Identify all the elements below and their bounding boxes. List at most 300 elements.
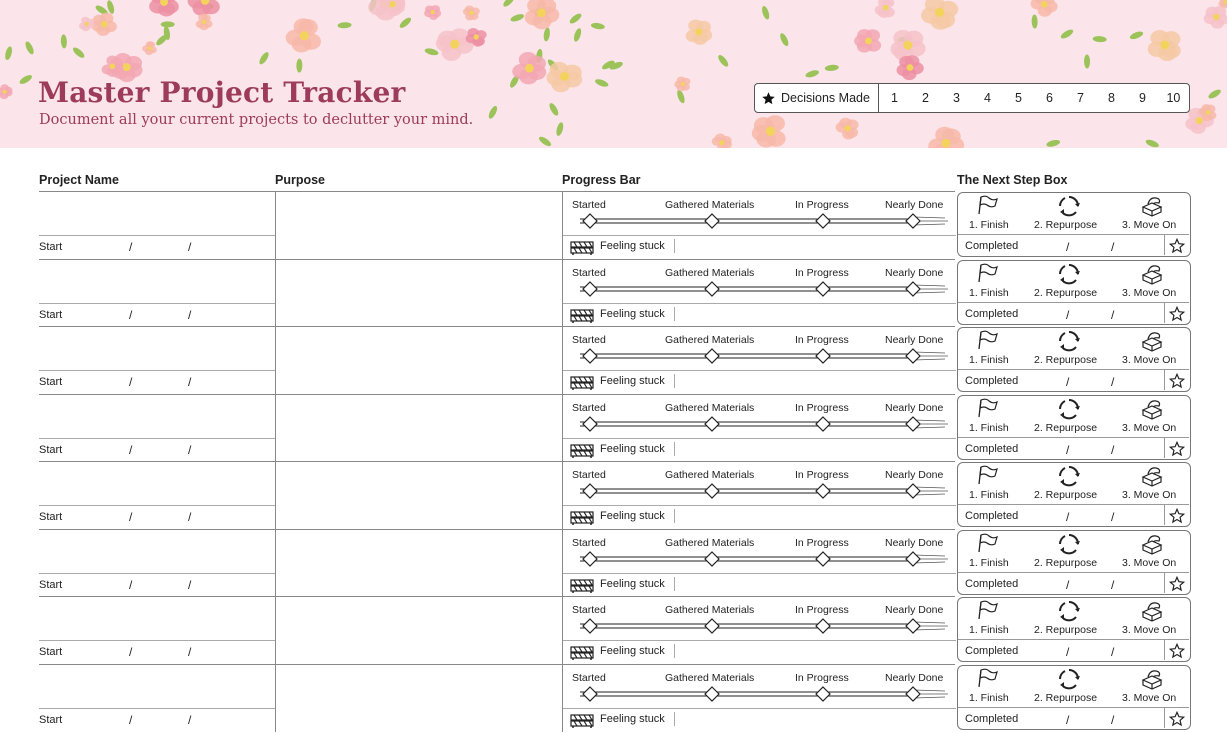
date-separator: / xyxy=(1111,240,1114,254)
donate-box-icon[interactable] xyxy=(1140,600,1164,627)
progress-track xyxy=(570,483,950,499)
donate-box-icon[interactable] xyxy=(1140,533,1164,560)
date-separator: / xyxy=(129,578,132,592)
next-step-option[interactable]: 2. Repurpose xyxy=(1034,624,1097,636)
next-step-option[interactable]: 1. Finish xyxy=(969,489,1009,501)
progress-stage-label: Nearly Done xyxy=(885,537,943,549)
feeling-stuck-label: Feeling stuck xyxy=(600,375,665,387)
progress-stage-label: Nearly Done xyxy=(885,199,943,211)
next-step-option[interactable]: 2. Repurpose xyxy=(1034,287,1097,299)
date-separator: / xyxy=(1111,375,1114,389)
stuck-divider xyxy=(674,712,675,726)
leaf-decoration xyxy=(71,46,86,60)
next-step-option[interactable]: 3. Move On xyxy=(1122,692,1176,704)
next-step-option[interactable]: 2. Repurpose xyxy=(1034,692,1097,704)
recycle-icon[interactable] xyxy=(1058,263,1080,290)
progress-marker-diamond[interactable] xyxy=(905,483,921,499)
leaf-decoration xyxy=(543,27,551,42)
column-divider xyxy=(562,596,563,664)
flower-decoration xyxy=(875,0,895,18)
progress-marker-diamond[interactable] xyxy=(815,348,831,364)
date-separator: / xyxy=(188,443,191,457)
column-divider xyxy=(562,394,563,462)
completed-divider xyxy=(1164,504,1165,525)
leaf-decoration xyxy=(548,102,560,117)
flag-icon[interactable] xyxy=(975,330,999,355)
purpose-field[interactable] xyxy=(276,665,562,731)
progress-stage-label: Nearly Done xyxy=(885,469,943,481)
progress-stage-label: In Progress xyxy=(795,672,849,684)
date-separator: / xyxy=(188,578,191,592)
flower-decoration xyxy=(546,62,582,92)
decision-number[interactable]: 2 xyxy=(910,91,941,105)
flag-icon[interactable] xyxy=(975,195,999,220)
progress-marker-diamond[interactable] xyxy=(905,213,921,229)
decision-number[interactable]: 8 xyxy=(1096,91,1127,105)
progress-marker-diamond[interactable] xyxy=(582,483,598,499)
next-step-option[interactable]: 1. Finish xyxy=(969,557,1009,569)
flower-decoration xyxy=(424,5,441,20)
page-subtitle: Document all your current projects to declutter your mind. xyxy=(39,112,473,128)
progress-divider xyxy=(563,708,956,709)
next-step-option[interactable]: 3. Move On xyxy=(1122,287,1176,299)
leaf-decoration xyxy=(573,27,583,42)
recycle-icon[interactable] xyxy=(1058,465,1080,492)
decision-number[interactable]: 5 xyxy=(1003,91,1034,105)
flower-decoration xyxy=(686,20,713,45)
date-separator: / xyxy=(1111,443,1114,457)
decision-number[interactable]: 6 xyxy=(1034,91,1065,105)
flag-icon[interactable] xyxy=(975,263,999,288)
progress-marker-diamond[interactable] xyxy=(582,281,598,297)
progress-marker-diamond[interactable] xyxy=(582,618,598,634)
purpose-field[interactable] xyxy=(276,462,562,528)
progress-stage-label: Started xyxy=(572,604,606,616)
progress-stage-label: Gathered Materials xyxy=(665,537,754,549)
leaf-decoration xyxy=(424,47,439,56)
leaf-decoration xyxy=(296,59,302,73)
completed-label: Completed xyxy=(965,510,1018,522)
next-step-option[interactable]: 2. Repurpose xyxy=(1034,354,1097,366)
barrier-icon xyxy=(570,442,594,463)
flower-decoration xyxy=(0,84,13,99)
completed-divider xyxy=(1164,572,1165,593)
feeling-stuck-label: Feeling stuck xyxy=(600,510,665,522)
progress-marker-diamond[interactable] xyxy=(704,416,720,432)
progress-marker-diamond[interactable] xyxy=(582,416,598,432)
stuck-divider xyxy=(674,239,675,253)
progress-marker-diamond[interactable] xyxy=(704,213,720,229)
date-separator: / xyxy=(129,645,132,659)
progress-track xyxy=(570,686,950,702)
progress-stage-label: In Progress xyxy=(795,402,849,414)
progress-stage-label: Nearly Done xyxy=(885,672,943,684)
project-name-field[interactable] xyxy=(39,530,275,573)
project-name-field[interactable] xyxy=(39,597,275,640)
leaf-decoration xyxy=(825,64,840,71)
date-separator: / xyxy=(1066,308,1069,322)
progress-marker-diamond[interactable] xyxy=(582,686,598,702)
purpose-field[interactable] xyxy=(276,395,562,461)
date-separator: / xyxy=(129,510,132,524)
stuck-divider xyxy=(674,644,675,658)
leaf-decoration xyxy=(18,73,33,85)
progress-divider xyxy=(563,505,956,506)
recycle-icon[interactable] xyxy=(1058,668,1080,695)
flower-decoration xyxy=(1031,0,1058,17)
star-outline-icon[interactable] xyxy=(1169,306,1185,327)
decision-number[interactable]: 9 xyxy=(1127,91,1158,105)
star-outline-icon[interactable] xyxy=(1169,238,1185,259)
barrier-icon xyxy=(570,644,594,665)
barrier-icon xyxy=(570,577,594,598)
next-step-divider xyxy=(958,302,1189,303)
progress-stage-label: In Progress xyxy=(795,469,849,481)
progress-marker-diamond[interactable] xyxy=(905,551,921,567)
recycle-icon[interactable] xyxy=(1058,533,1080,560)
leaf-decoration xyxy=(716,53,729,68)
leaf-decoration xyxy=(4,46,13,61)
stuck-divider xyxy=(674,374,675,388)
flag-icon[interactable] xyxy=(975,465,999,490)
progress-stage-label: Nearly Done xyxy=(885,334,943,346)
progress-stage-label: Started xyxy=(572,334,606,346)
flower-decoration xyxy=(712,134,732,148)
date-separator: / xyxy=(1066,375,1069,389)
completed-divider xyxy=(1164,234,1165,255)
column-divider xyxy=(562,461,563,529)
leaf-decoration xyxy=(1084,54,1090,68)
flower-decoration xyxy=(752,115,786,147)
leaf-decoration xyxy=(502,0,516,8)
stuck-divider xyxy=(674,577,675,591)
date-separator: / xyxy=(1111,645,1114,659)
progress-track xyxy=(570,416,950,432)
progress-marker-diamond[interactable] xyxy=(704,483,720,499)
project-name-divider xyxy=(39,303,275,304)
next-step-option[interactable]: 2. Repurpose xyxy=(1034,489,1097,501)
project-name-field[interactable] xyxy=(39,192,275,235)
next-step-option[interactable]: 2. Repurpose xyxy=(1034,422,1097,434)
project-name-divider xyxy=(39,573,275,574)
column-divider xyxy=(562,326,563,394)
next-step-option[interactable]: 1. Finish xyxy=(969,422,1009,434)
completed-label: Completed xyxy=(965,578,1018,590)
progress-marker-diamond[interactable] xyxy=(704,618,720,634)
progress-marker-diamond[interactable] xyxy=(905,618,921,634)
star-outline-icon[interactable] xyxy=(1169,373,1185,394)
next-step-option[interactable]: 1. Finish xyxy=(969,624,1009,636)
col-header-progress-bar: Progress Bar xyxy=(562,173,641,187)
leaf-decoration xyxy=(24,40,36,55)
donate-box-icon[interactable] xyxy=(1140,330,1164,357)
progress-marker-diamond[interactable] xyxy=(815,618,831,634)
progress-marker-diamond[interactable] xyxy=(704,281,720,297)
progress-marker-diamond[interactable] xyxy=(815,483,831,499)
next-step-option[interactable]: 2. Repurpose xyxy=(1034,557,1097,569)
purpose-field[interactable] xyxy=(276,530,562,596)
next-step-option[interactable]: 1. Finish xyxy=(969,354,1009,366)
flower-decoration xyxy=(1204,6,1227,28)
project-name-divider xyxy=(39,438,275,439)
next-step-option[interactable]: 3. Move On xyxy=(1122,489,1176,501)
start-date-label: Start xyxy=(39,579,62,591)
leaf-decoration xyxy=(761,5,771,20)
start-date-label: Start xyxy=(39,646,62,658)
decision-number[interactable]: 3 xyxy=(941,91,972,105)
date-separator: / xyxy=(1111,713,1114,727)
col-header-purpose: Purpose xyxy=(275,173,325,187)
progress-divider xyxy=(563,303,956,304)
leaf-decoration xyxy=(1093,36,1107,43)
leaf-decoration xyxy=(1145,138,1160,148)
progress-stage-label: Nearly Done xyxy=(885,604,943,616)
next-step-option[interactable]: 1. Finish xyxy=(969,692,1009,704)
leaf-decoration xyxy=(805,69,820,79)
next-step-option[interactable]: 3. Move On xyxy=(1122,557,1176,569)
start-date-label: Start xyxy=(39,511,62,523)
recycle-icon[interactable] xyxy=(1058,330,1080,357)
progress-marker-diamond[interactable] xyxy=(815,686,831,702)
project-name-field[interactable] xyxy=(39,260,275,303)
flower-decoration xyxy=(1148,30,1181,61)
flower-decoration xyxy=(142,41,157,55)
purpose-field[interactable] xyxy=(276,327,562,393)
donate-box-icon[interactable] xyxy=(1140,668,1164,695)
date-separator: / xyxy=(188,510,191,524)
flower-decoration xyxy=(897,55,924,80)
leaf-decoration xyxy=(1059,28,1074,40)
date-separator: / xyxy=(1066,713,1069,727)
purpose-field[interactable] xyxy=(276,192,562,258)
progress-marker-diamond[interactable] xyxy=(582,348,598,364)
completed-divider xyxy=(1164,369,1165,390)
date-separator: / xyxy=(188,645,191,659)
progress-marker-diamond[interactable] xyxy=(582,213,598,229)
project-name-divider xyxy=(39,708,275,709)
barrier-icon xyxy=(570,374,594,395)
progress-track xyxy=(570,551,950,567)
start-date-label: Start xyxy=(39,714,62,726)
progress-stage-label: Started xyxy=(572,402,606,414)
column-divider xyxy=(562,529,563,597)
star-outline-icon[interactable] xyxy=(1169,508,1185,529)
leaf-decoration xyxy=(161,21,175,27)
leaf-decoration xyxy=(1046,139,1061,148)
next-step-option[interactable]: 1. Finish xyxy=(969,219,1009,231)
completed-label: Completed xyxy=(965,240,1018,252)
date-separator: / xyxy=(188,240,191,254)
column-divider xyxy=(562,259,563,327)
date-separator: / xyxy=(129,443,132,457)
progress-stage-label: Gathered Materials xyxy=(665,672,754,684)
flower-decoration xyxy=(928,127,964,148)
progress-stage-label: Gathered Materials xyxy=(665,402,754,414)
project-name-divider xyxy=(39,370,275,371)
leaf-decoration xyxy=(779,32,791,47)
leaf-decoration xyxy=(555,122,564,137)
next-step-option[interactable]: 1. Finish xyxy=(969,287,1009,299)
progress-divider xyxy=(563,438,956,439)
progress-marker-diamond[interactable] xyxy=(905,281,921,297)
progress-stage-label: In Progress xyxy=(795,604,849,616)
decision-number[interactable]: 10 xyxy=(1158,91,1189,105)
start-date-label: Start xyxy=(39,444,62,456)
next-step-option[interactable]: 3. Move On xyxy=(1122,624,1176,636)
star-outline-icon[interactable] xyxy=(1169,643,1185,664)
progress-stage-label: In Progress xyxy=(795,199,849,211)
flower-decoration xyxy=(286,18,321,52)
completed-label: Completed xyxy=(965,308,1018,320)
progress-marker-diamond[interactable] xyxy=(704,686,720,702)
stuck-divider xyxy=(674,442,675,456)
donate-box-icon[interactable] xyxy=(1140,263,1164,290)
progress-marker-diamond[interactable] xyxy=(905,686,921,702)
completed-divider xyxy=(1164,639,1165,660)
progress-stage-label: Gathered Materials xyxy=(665,604,754,616)
recycle-icon[interactable] xyxy=(1058,398,1080,425)
progress-marker-diamond[interactable] xyxy=(905,348,921,364)
feeling-stuck-label: Feeling stuck xyxy=(600,713,665,725)
progress-marker-diamond[interactable] xyxy=(704,348,720,364)
next-step-divider xyxy=(958,369,1189,370)
header-banner xyxy=(0,0,1227,148)
progress-marker-diamond[interactable] xyxy=(582,551,598,567)
date-separator: / xyxy=(1066,645,1069,659)
star-outline-icon[interactable] xyxy=(1169,441,1185,462)
column-divider xyxy=(562,664,563,732)
next-step-option[interactable]: 3. Move On xyxy=(1122,354,1176,366)
flower-decoration xyxy=(674,77,690,92)
stuck-divider xyxy=(674,307,675,321)
project-name-divider xyxy=(39,505,275,506)
date-separator: / xyxy=(129,240,132,254)
leaf-decoration xyxy=(60,34,67,48)
progress-stage-label: In Progress xyxy=(795,334,849,346)
recycle-icon[interactable] xyxy=(1058,195,1080,222)
completed-divider xyxy=(1164,302,1165,323)
leaf-decoration xyxy=(487,105,499,120)
date-separator: / xyxy=(1111,510,1114,524)
date-separator: / xyxy=(129,308,132,322)
flag-icon[interactable] xyxy=(975,668,999,693)
feeling-stuck-label: Feeling stuck xyxy=(600,443,665,455)
flower-decoration xyxy=(149,0,179,16)
decisions-made-tracker xyxy=(754,83,1190,113)
progress-divider xyxy=(563,573,956,574)
decisions-made-label: Decisions Made xyxy=(755,84,879,112)
completed-divider xyxy=(1164,707,1165,728)
next-step-divider xyxy=(958,707,1189,708)
next-step-divider xyxy=(958,504,1189,505)
progress-marker-diamond[interactable] xyxy=(815,551,831,567)
progress-stage-label: Started xyxy=(572,672,606,684)
completed-label: Completed xyxy=(965,645,1018,657)
flower-decoration xyxy=(92,13,117,36)
purpose-field[interactable] xyxy=(276,597,562,663)
leaf-decoration xyxy=(568,12,583,25)
date-separator: / xyxy=(1111,578,1114,592)
project-name-field[interactable] xyxy=(39,395,275,438)
leaf-decoration xyxy=(594,78,609,88)
flower-decoration xyxy=(836,118,859,140)
decision-number[interactable]: 1 xyxy=(879,91,910,105)
progress-stage-label: Started xyxy=(572,199,606,211)
feeling-stuck-label: Feeling stuck xyxy=(600,240,665,252)
project-name-field[interactable] xyxy=(39,462,275,505)
date-separator: / xyxy=(1066,510,1069,524)
leaf-decoration xyxy=(538,135,553,148)
start-date-label: Start xyxy=(39,309,62,321)
progress-stage-label: Nearly Done xyxy=(885,267,943,279)
recycle-icon[interactable] xyxy=(1058,600,1080,627)
star-outline-icon[interactable] xyxy=(1169,711,1185,732)
donate-box-icon[interactable] xyxy=(1140,398,1164,425)
stuck-divider xyxy=(674,509,675,523)
progress-divider xyxy=(563,640,956,641)
next-step-option[interactable]: 2. Repurpose xyxy=(1034,219,1097,231)
leaf-decoration xyxy=(258,51,271,66)
page-title: Master Project Tracker xyxy=(38,76,405,109)
flag-icon[interactable] xyxy=(975,398,999,423)
progress-marker-diamond[interactable] xyxy=(815,416,831,432)
project-name-field[interactable] xyxy=(39,327,275,370)
start-date-label: Start xyxy=(39,376,62,388)
decision-number[interactable]: 7 xyxy=(1065,91,1096,105)
donate-box-icon[interactable] xyxy=(1140,465,1164,492)
donate-box-icon[interactable] xyxy=(1140,195,1164,222)
date-separator: / xyxy=(1066,240,1069,254)
barrier-icon xyxy=(570,239,594,260)
completed-divider xyxy=(1164,437,1165,458)
next-step-option[interactable]: 3. Move On xyxy=(1122,422,1176,434)
progress-marker-diamond[interactable] xyxy=(704,551,720,567)
date-separator: / xyxy=(1066,443,1069,457)
start-date-label: Start xyxy=(39,241,62,253)
barrier-icon xyxy=(570,509,594,530)
star-outline-icon[interactable] xyxy=(1169,576,1185,597)
decision-number[interactable]: 4 xyxy=(972,91,1003,105)
leaf-decoration xyxy=(1207,88,1222,100)
date-separator: / xyxy=(188,308,191,322)
project-name-divider xyxy=(39,640,275,641)
progress-stage-label: Nearly Done xyxy=(885,402,943,414)
next-step-divider xyxy=(958,639,1189,640)
barrier-icon xyxy=(570,307,594,328)
star-icon xyxy=(761,91,776,106)
flower-decoration xyxy=(79,17,94,31)
leaf-decoration xyxy=(1031,14,1037,28)
progress-marker-diamond[interactable] xyxy=(905,416,921,432)
barrier-icon xyxy=(570,712,594,733)
completed-label: Completed xyxy=(965,713,1018,725)
purpose-field[interactable] xyxy=(276,260,562,326)
progress-track xyxy=(570,618,950,634)
progress-marker-diamond[interactable] xyxy=(815,213,831,229)
flower-decoration xyxy=(463,5,480,20)
progress-stage-label: Gathered Materials xyxy=(665,334,754,346)
completed-label: Completed xyxy=(965,443,1018,455)
progress-marker-diamond[interactable] xyxy=(815,281,831,297)
progress-divider xyxy=(563,370,956,371)
next-step-option[interactable]: 3. Move On xyxy=(1122,219,1176,231)
flag-icon[interactable] xyxy=(975,533,999,558)
flower-decoration xyxy=(196,14,213,30)
feeling-stuck-label: Feeling stuck xyxy=(600,645,665,657)
flag-icon[interactable] xyxy=(975,600,999,625)
project-name-field[interactable] xyxy=(39,665,275,708)
date-separator: / xyxy=(1066,578,1069,592)
